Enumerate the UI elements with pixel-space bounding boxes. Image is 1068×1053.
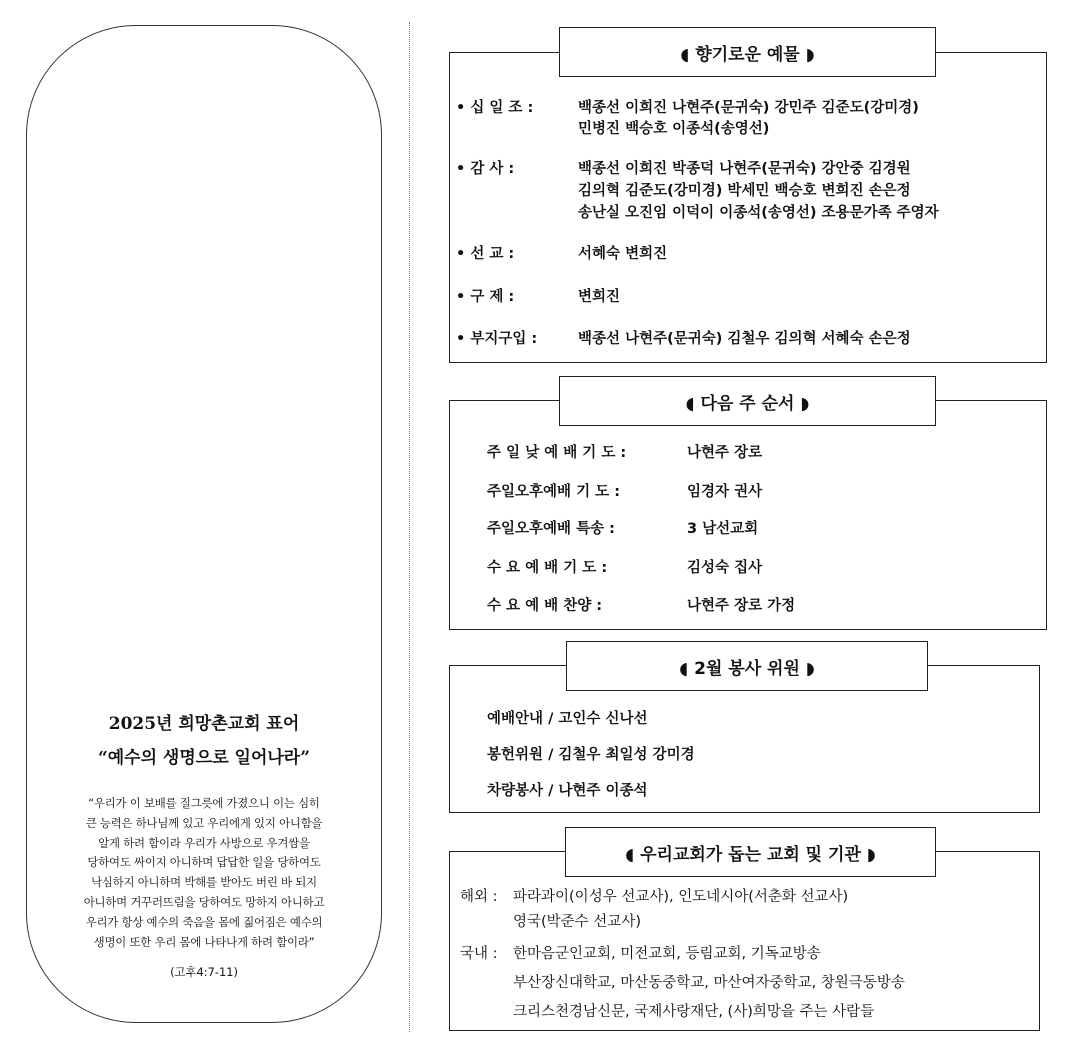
verse-line: 아니하며 거꾸러뜨림을 당하여도 망하지 아니하고 [83, 894, 325, 909]
offering-names: 김의혁 김준도(강미경) 박세민 백승호 변희진 손은정 [578, 183, 911, 199]
schedule-value: 김성숙 집사 [687, 560, 763, 576]
verse-line: 우리가 항상 예수의 죽음을 몸에 짊어짐은 예수의 [85, 914, 323, 929]
offering-names: 서혜숙 변희진 [578, 246, 668, 262]
service-row: 차량봉사 / 나현주 이종석 [487, 783, 648, 799]
domestic-line: 크리스천경남신문, 국제사랑재단, (사)희망을 주는 사람들 [513, 1004, 875, 1020]
schedule-value: 임경자 권사 [687, 484, 763, 500]
bible-verse [35, 794, 373, 952]
schedule-label: 수 요 예 배 찬양 : [487, 598, 603, 614]
offering-label-tithe: • 십 일 조 : [456, 100, 534, 116]
schedule-value: 나현주 장로 [687, 445, 763, 461]
fold-line [409, 22, 410, 1032]
overseas-line: 파라과이(이성우 선교사), 인도네시아(서춘화 선교사) [513, 889, 849, 905]
verse-line: 낙심하지 아니하며 박해를 받아도 버린 바 되지 [91, 875, 317, 890]
verse-reference: (고후4:7-11) [170, 965, 238, 979]
schedule-label: 주일오후예배 특송 : [487, 521, 615, 537]
schedule-value: 3 남선교회 [687, 521, 759, 537]
overseas-line: 영국(박준수 선교사) [513, 914, 641, 930]
schedule-label: 주 일 낮 예 배 기 도 : [487, 445, 627, 461]
offering-names: 변희진 [578, 289, 621, 305]
missions-title: ◖ 우리교회가 돕는 교회 및 기관 ◗ [565, 827, 936, 877]
offering-names: 민병진 백승호 이종석(송영선) [578, 121, 770, 137]
offering-names: 백종선 이희진 나현주(문귀숙) 강민주 김준도(강미경) [578, 100, 919, 116]
schedule-label: 수 요 예 배 기 도 : [487, 560, 608, 576]
schedule-value: 나현주 장로 가정 [687, 598, 796, 614]
domestic-line: 부산장신대학교, 마산동중학교, 마산여자중학교, 창원극동방송 [513, 975, 905, 991]
offering-label-relief: • 구 제 : [456, 289, 515, 305]
offerings-title: ◖ 향기로운 예물 ◗ [559, 27, 936, 77]
offering-label-thanks: • 감 사 : [456, 161, 515, 177]
verse-line: 당하여도 싸이지 아니하며 답답한 일을 당하여도 [87, 855, 321, 870]
offering-names: 백종선 이희진 박종덕 나현주(문귀숙) 강안중 김경원 [578, 161, 911, 177]
offering-names: 백종선 나현주(문귀숙) 김철우 김의혁 서혜숙 손은정 [578, 331, 911, 347]
next-week-title: ◖ 다음 주 순서 ◗ [559, 376, 936, 426]
verse-line: “우리가 이 보배를 질그릇에 가졌으니 이는 심히 [88, 796, 320, 810]
service-title: ◖ 2월 봉사 위원 ◗ [566, 641, 928, 691]
motto-title: “예수의 생명으로 일어나라” [97, 748, 311, 768]
domestic-line: 한마음군인교회, 미전교회, 등림교회, 기독교방송 [513, 946, 821, 962]
domestic-label: 국내 : [460, 946, 498, 962]
motto-year: 2025년 희망촌교회 표어 [108, 714, 300, 734]
verse-line: 큰 능력은 하나님께 있고 우리에게 있지 아니함을 [85, 815, 323, 830]
verse-line: 생명이 또한 우리 몸에 나타나게 하려 함이라” [93, 934, 315, 949]
service-row: 봉헌위원 / 김철우 최일성 강미경 [487, 747, 695, 763]
verse-line: 알게 하려 함이라 우리가 사방으로 우겨쌈을 [98, 835, 310, 850]
service-row: 예배안내 / 고인수 신나선 [487, 711, 648, 727]
offering-label-land: • 부지구입 : [456, 331, 538, 347]
schedule-label: 주일오후예배 기 도 : [487, 484, 620, 500]
offering-names: 송난실 오진임 이덕이 이종석(송영선) 조용문가족 주영자 [578, 205, 939, 221]
cover-panel [26, 25, 382, 1023]
overseas-label: 해외 : [460, 889, 498, 905]
offering-label-mission: • 선 교 : [456, 246, 515, 262]
